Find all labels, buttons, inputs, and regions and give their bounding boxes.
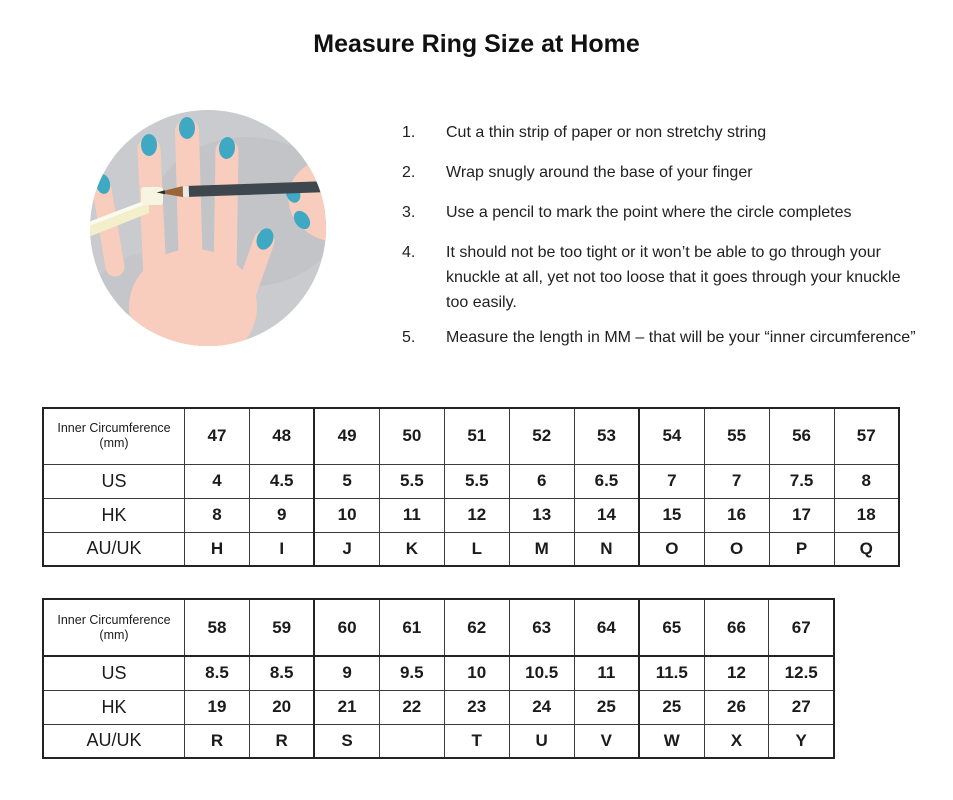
instruction-number: 4. — [402, 244, 416, 261]
instruction-number: 5. — [402, 329, 416, 346]
row-label-cell: HK — [43, 498, 185, 532]
strip-wrap — [141, 187, 163, 205]
size-value-cell: 8 — [185, 498, 250, 532]
corner-sublabel: (mm) — [99, 436, 129, 451]
size-value-cell: 6 — [509, 464, 574, 498]
size-value-cell: 60 — [314, 599, 379, 656]
size-value-cell: 55 — [704, 408, 769, 464]
instruction-item-1 — [402, 120, 932, 145]
size-value-cell: 12.5 — [769, 656, 834, 690]
instruction-item-4 — [402, 240, 932, 315]
size-value-cell: I — [249, 532, 314, 566]
instruction-text: Measure the length in MM – that will be your “inner circumference” — [446, 329, 916, 346]
instruction-number: 3. — [402, 204, 416, 221]
size-value-cell: J — [314, 532, 379, 566]
size-value-cell: 5.5 — [379, 464, 444, 498]
ring-size-table-small — [42, 407, 900, 567]
corner-header-cell — [43, 599, 185, 656]
size-value-cell: 11 — [574, 656, 639, 690]
size-value-cell: 8 — [834, 464, 899, 498]
size-value-cell: 25 — [574, 690, 639, 724]
instruction-text: Cut a thin strip of paper or non stretchy string — [446, 124, 767, 141]
size-value-cell: 59 — [249, 599, 314, 656]
size-value-cell: 5 — [314, 464, 379, 498]
size-value-cell: 54 — [639, 408, 704, 464]
size-value-cell: 19 — [185, 690, 250, 724]
corner-label: Inner Circumference — [57, 421, 171, 436]
instruction-text: Wrap snugly around the base of your finger — [446, 164, 753, 181]
size-table-row — [43, 532, 899, 566]
size-value-cell: 10.5 — [509, 656, 574, 690]
size-value-cell: 13 — [509, 498, 574, 532]
row-label-cell: US — [43, 464, 185, 498]
size-value-cell: 12 — [444, 498, 509, 532]
size-table-row — [43, 498, 899, 532]
size-value-cell: 61 — [379, 599, 444, 656]
corner-sublabel: (mm) — [99, 627, 129, 642]
size-value-cell: 20 — [249, 690, 314, 724]
size-value-cell: 8.5 — [185, 656, 250, 690]
size-value-cell: 58 — [185, 599, 250, 656]
size-value-cell: U — [509, 724, 574, 758]
size-value-cell: 11 — [379, 498, 444, 532]
size-value-cell: 53 — [574, 408, 639, 464]
middle-nail-icon — [179, 117, 195, 139]
size-value-cell: 5.5 — [444, 464, 509, 498]
ring-size-table-large — [42, 598, 835, 759]
size-value-cell: 25 — [639, 690, 704, 724]
row-label-cell: US — [43, 656, 185, 690]
size-value-cell: 11.5 — [639, 656, 704, 690]
size-table-row — [43, 724, 834, 758]
size-value-cell: 15 — [639, 498, 704, 532]
size-value-cell: V — [574, 724, 639, 758]
size-value-cell: Q — [834, 532, 899, 566]
size-value-cell: 26 — [704, 690, 769, 724]
size-value-cell: 9 — [314, 656, 379, 690]
size-value-cell: 7.5 — [769, 464, 834, 498]
size-value-cell: R — [249, 724, 314, 758]
corner-header-cell — [43, 408, 185, 464]
instruction-item-5 — [402, 325, 932, 350]
size-value-cell: 65 — [639, 599, 704, 656]
size-value-cell: 7 — [639, 464, 704, 498]
size-value-cell: O — [704, 532, 769, 566]
instruction-list — [362, 120, 932, 365]
size-table-row — [43, 464, 899, 498]
size-value-cell: M — [509, 532, 574, 566]
size-value-cell: R — [185, 724, 250, 758]
ring-finger — [149, 149, 155, 277]
size-value-cell: 10 — [444, 656, 509, 690]
instruction-text: Use a pencil to mark the point where the circle completes — [446, 204, 852, 221]
size-value-cell: N — [574, 532, 639, 566]
pencil-band — [183, 186, 189, 197]
size-value-cell: 9 — [249, 498, 314, 532]
size-value-cell: W — [639, 724, 704, 758]
size-value-cell: 50 — [379, 408, 444, 464]
size-value-cell: S — [314, 724, 379, 758]
size-value-cell: 23 — [444, 690, 509, 724]
size-value-cell: 24 — [509, 690, 574, 724]
size-value-cell: Y — [769, 724, 834, 758]
size-value-cell: 67 — [769, 599, 834, 656]
size-table-row — [43, 599, 834, 656]
size-value-cell: 21 — [314, 690, 379, 724]
size-value-cell: 56 — [769, 408, 834, 464]
corner-label: Inner Circumference — [57, 612, 171, 627]
size-value-cell: 10 — [314, 498, 379, 532]
size-value-cell: 63 — [509, 599, 574, 656]
size-value-cell: 16 — [704, 498, 769, 532]
hand-illustration-svg — [87, 107, 329, 349]
size-value-cell: 7 — [704, 464, 769, 498]
size-value-cell — [379, 724, 444, 758]
size-value-cell: H — [185, 532, 250, 566]
size-table-row — [43, 690, 834, 724]
instruction-number: 2. — [402, 164, 416, 181]
size-value-cell: 66 — [704, 599, 769, 656]
index-finger — [225, 151, 227, 275]
size-value-cell: 51 — [444, 408, 509, 464]
size-value-cell: 57 — [834, 408, 899, 464]
size-value-cell: 48 — [249, 408, 314, 464]
size-value-cell: 6.5 — [574, 464, 639, 498]
size-value-cell: 4 — [185, 464, 250, 498]
instruction-item-2 — [402, 160, 932, 185]
size-value-cell: K — [379, 532, 444, 566]
row-label-cell: AU/UK — [43, 532, 185, 566]
hand-illustration — [87, 107, 329, 349]
size-value-cell: T — [444, 724, 509, 758]
size-value-cell: 12 — [704, 656, 769, 690]
size-value-cell: P — [769, 532, 834, 566]
size-value-cell: 18 — [834, 498, 899, 532]
size-value-cell: 47 — [185, 408, 250, 464]
size-table-row — [43, 656, 834, 690]
instruction-item-3 — [402, 200, 932, 225]
row-label-cell: HK — [43, 690, 185, 724]
wrist — [161, 319, 229, 349]
size-value-cell: 22 — [379, 690, 444, 724]
size-value-cell: 49 — [314, 408, 379, 464]
instruction-text: It should not be too tight or it won’t be able to go through your knuckle at all, yet not too loose that it goes through your knuckle too easily. — [446, 244, 901, 311]
size-value-cell: X — [704, 724, 769, 758]
size-value-cell: 27 — [769, 690, 834, 724]
size-value-cell: 64 — [574, 599, 639, 656]
row-label-cell: AU/UK — [43, 724, 185, 758]
size-value-cell: 17 — [769, 498, 834, 532]
instruction-number: 1. — [402, 124, 416, 141]
size-value-cell: 14 — [574, 498, 639, 532]
size-value-cell: 52 — [509, 408, 574, 464]
page-title: Measure Ring Size at Home — [313, 30, 640, 58]
size-table-row — [43, 408, 899, 464]
size-value-cell: O — [639, 532, 704, 566]
size-value-cell: 8.5 — [249, 656, 314, 690]
size-value-cell: 4.5 — [249, 464, 314, 498]
size-value-cell: 9.5 — [379, 656, 444, 690]
ring-nail-icon — [141, 134, 157, 156]
size-value-cell: L — [444, 532, 509, 566]
size-value-cell: 62 — [444, 599, 509, 656]
